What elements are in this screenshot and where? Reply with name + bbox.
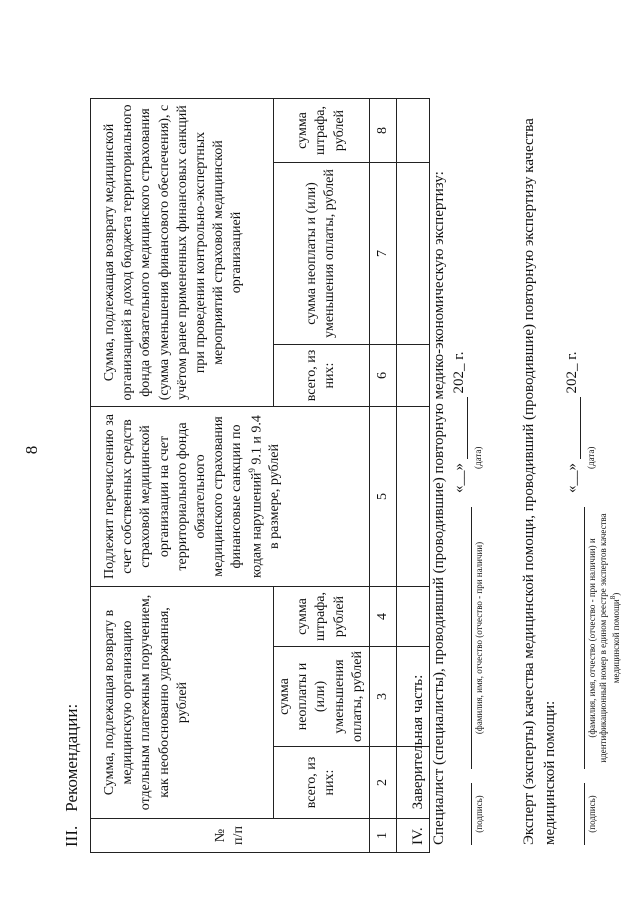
- section-number: IV.: [410, 827, 426, 845]
- subheader-nonpayment: сумма неоплаты и (или) уменьшения оплаты, рублей: [274, 647, 370, 747]
- header-return-to-fund-budget: Сумма, подлежащая возврату медицинской организацией в доход бюджета территориального фонда обязательного медицинского страхования (сумма уменьшения финансового обеспечения), с учётом ранее примененных финансовых санкций при проведении контрольно-экспертных мероприятий страховой медицинской организацией: [91, 99, 274, 407]
- column-index: 3: [369, 647, 396, 747]
- date-label: (дата): [585, 446, 596, 469]
- header-transfer-text: Подлежит перечислению за счет собственных средств страховой медицинской организации на счет территориального фонда обязательного медицинского страхования финансовые санкции по кодам нарушений: [102, 413, 265, 580]
- name-line: [584, 507, 623, 769]
- expert-signature-row: [563, 35, 624, 845]
- header-row-number: № п/п: [91, 819, 370, 853]
- expert-name-close: ): [611, 592, 622, 596]
- date-month-blank: [453, 397, 468, 459]
- footnote-marker: 8: [609, 595, 618, 600]
- column-index: 7: [369, 163, 396, 345]
- signature-line: (подпись): [471, 783, 485, 845]
- date-year: 202_ г.: [563, 351, 580, 394]
- header-return-to-medical-org: Сумма, подлежащая возврату в медицинскую организацию отдельным платежным поручением, как необоснованно удержанная, рублей: [91, 587, 274, 819]
- certification-heading: [410, 35, 427, 845]
- section-title: Заверительная часть:: [410, 674, 426, 810]
- certification-section: [410, 35, 624, 845]
- column-index: 6: [369, 345, 396, 407]
- recommendations-table: [90, 98, 430, 853]
- column-index: 8: [369, 99, 396, 163]
- expert-line: Эксперт (эксперты) качества медицинской помощи, проводивший (проводившие) повторную экспертизу качества медицинской помощи:: [521, 118, 558, 845]
- subheader-total: всего, из них:: [274, 345, 370, 407]
- expert-name-label: (фамилия, имя, отчество (отчество - при наличии) и идентификационный номер в едином реестре экспертов качества медицинской помощи: [586, 513, 622, 763]
- subheader-nonpayment: сумма неоплаты и (или) уменьшения оплаты, рублей: [274, 163, 370, 345]
- subheader-total: всего, из них:: [274, 747, 370, 819]
- date-day: «__»: [563, 463, 580, 493]
- date-field: [451, 351, 484, 493]
- column-index-row: [369, 99, 396, 853]
- footnote-marker: 9: [246, 468, 257, 473]
- name-line: (фамилия, имя, отчество (отчество - при наличии): [471, 507, 485, 769]
- specialist-signature-row: [451, 35, 511, 845]
- date-month-blank: [566, 397, 581, 459]
- column-index: 4: [369, 587, 396, 647]
- recommendations-heading: [62, 704, 82, 847]
- header-transfer-tail: 9.1 и 9.4 в размере, рублей: [249, 415, 283, 550]
- date-day: «__»: [451, 463, 468, 493]
- date-field: [563, 351, 596, 493]
- specialist-line: Специалист (специалисты), проводивший (проводившие) повторную медико-экономическую экспертизу:: [431, 171, 447, 845]
- signature-line: (подпись): [584, 783, 598, 845]
- column-index: 2: [369, 747, 396, 819]
- subheader-fine: сумма штрафа, рублей: [274, 99, 370, 163]
- column-index: 5: [369, 407, 396, 587]
- section-number: III.: [62, 825, 81, 847]
- header-transfer-to-fund: [91, 407, 370, 587]
- subheader-fine: сумма штрафа, рублей: [274, 587, 370, 647]
- column-index: 1: [369, 819, 396, 853]
- page-number: 8: [22, 445, 41, 455]
- date-label: (дата): [473, 446, 484, 469]
- section-title: Рекомендации:: [62, 703, 81, 812]
- date-year: 202_ г.: [451, 351, 468, 394]
